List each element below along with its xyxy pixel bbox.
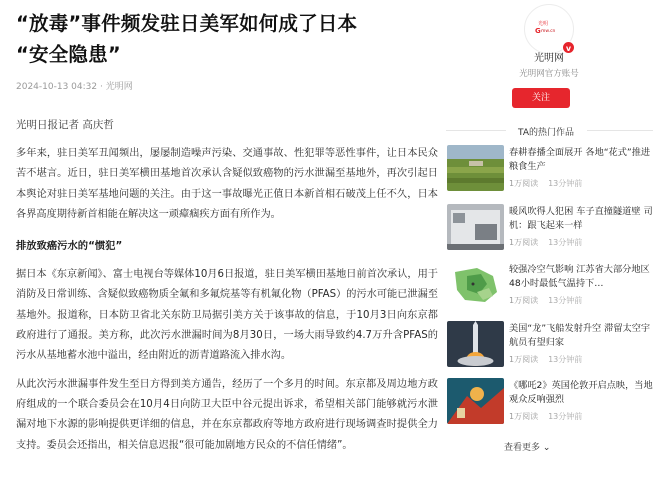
- hot-item-meta: 1万阅读 13分钟前: [509, 238, 583, 247]
- hot-item-meta: 1万阅读 13分钟前: [509, 179, 583, 188]
- hot-item[interactable]: [447, 378, 659, 424]
- view-count: 1万: [509, 238, 523, 247]
- view-count: 1万: [509, 355, 523, 364]
- hot-item-meta: 1万阅读 13分钟前: [509, 296, 583, 305]
- farmland-thumb-icon[interactable]: [447, 145, 504, 191]
- publish-date: 2024-10-13 04:32: [16, 82, 98, 92]
- rocket-thumb-icon[interactable]: [447, 321, 504, 367]
- view-count: 1万: [509, 412, 523, 421]
- view-count: 1万: [509, 296, 523, 305]
- article-title-line2: “安全隐患”: [16, 43, 121, 66]
- hot-item-meta: 1万阅读 13分钟前: [509, 412, 583, 421]
- view-count: 1万: [509, 179, 523, 188]
- see-more-label[interactable]: 查看更多: [504, 443, 541, 453]
- paragraph-1: 多年来，驻日美军丑闻频出，屡屡制造噪声污染、交通事故、性犯罪等恶性事件，让日本民众苦不堪言。近日，驻日美军横田基地首次承认含疑似致癌物的污水泄漏至基地外，再次引起日本舆论对驻日美军基地问题的关注。由于这一事故曝光正值日本新首相石破茂上任不久，日本各界高度期待新首相能在解决这一顽瘴痼疾方面有所作为。: [16, 148, 438, 220]
- tunnel-thumb-icon[interactable]: [447, 204, 504, 250]
- svg-text:G: G: [535, 27, 541, 35]
- follow-button[interactable]: 关注: [512, 88, 570, 108]
- svg-text:光明: 光明: [538, 21, 549, 27]
- time-ago: 13分钟前: [548, 238, 583, 247]
- article-title: [16, 8, 438, 70]
- sidebar: [442, 0, 660, 483]
- hot-item-title[interactable]: 春耕春播全面展开 各地“花式”推进粮食生产: [509, 147, 651, 172]
- map-thumb-icon[interactable]: [447, 262, 504, 308]
- account-avatar[interactable]: [524, 4, 574, 54]
- see-more-link[interactable]: [504, 440, 550, 453]
- time-ago: 13分钟前: [548, 355, 583, 364]
- account-name[interactable]: 光明网: [534, 53, 564, 64]
- divider-right: [587, 130, 653, 131]
- paragraph-3: 从此次污水泄漏事件发生至日方得到美方通告，经历了一个多月的时间。东京都及周边地方政府组成的一个联合委员会在10月4日向防卫大臣中谷元提出诉求，希望相关部门能够就污水泄漏对地下水源的影响提供更详细的信息，并在东京都政府等地方政府进行现场调查时提供全力支持。委员会还指出，相关信息迟报“很可能加剧地方民众的不信任情绪”。: [16, 378, 438, 451]
- hot-item-title[interactable]: 较强冷空气影响 江苏省大部分地区48小时最低气温持下…: [509, 264, 650, 289]
- chevron-down-icon: ⌄: [542, 443, 551, 453]
- account-card: [442, 4, 656, 107]
- byline: 光明日报记者 高庆哲: [16, 119, 114, 131]
- paragraph-2: 据日本《东京新闻》、富士电视台等媒体10月6日报道，驻日美军横田基地日前首次承认，用于消防及日常训练、含疑似致癌物质全氟和多氟烷基等有机氟化物（PFAS）的污水可能已泄漏至基地外。报道称，日本防卫省北关东防卫局据引美方关于该事故的信息，于10月3日向东京都政府进行了通报。美方称，此次污水泄漏时间为8月30日，一场大雨导致约4.7万升含PFAS的污水从基地蓄水池中溢出，经由附近的沥青道路流入排水沟。: [16, 269, 438, 362]
- hot-item-title[interactable]: 美国“龙”飞船发射升空 滞留太空宇航员有望归家: [509, 323, 651, 348]
- article: [16, 8, 438, 456]
- time-ago: 13分钟前: [548, 412, 583, 421]
- article-meta: 2024-10-13 04:32 · 光明网: [16, 82, 133, 92]
- hot-item-title[interactable]: 暖风吹得人犯困 车子直撞隧道壁 司机：跟飞起来一样: [509, 206, 653, 231]
- article-source[interactable]: 光明网: [105, 82, 133, 92]
- hot-item[interactable]: [447, 204, 659, 250]
- movie-thumb-icon[interactable]: [447, 378, 504, 424]
- article-title-line1: “放毒”事件频发驻日美军如何成了日本: [16, 12, 358, 35]
- time-ago: 13分钟前: [548, 179, 583, 188]
- hot-item-title[interactable]: 《哪吒2》英国伦敦开启点映，当地观众反响强烈: [509, 380, 653, 405]
- time-ago: 13分钟前: [548, 296, 583, 305]
- verified-icon: v: [562, 41, 575, 54]
- account-description: 光明网官方账号: [519, 69, 579, 79]
- svg-text:mw.cn: mw.cn: [541, 29, 556, 34]
- hot-item-meta: 1万阅读 13分钟前: [509, 355, 583, 364]
- hot-item[interactable]: [447, 145, 659, 191]
- gmw-logo-icon: [535, 18, 563, 36]
- hot-works-title: TA的热门作品: [518, 128, 574, 138]
- divider-left: [446, 130, 506, 131]
- section-subhead: 排放致癌污水的“惯犯”: [16, 240, 123, 253]
- hot-item[interactable]: [447, 262, 659, 308]
- hot-item[interactable]: [447, 321, 659, 367]
